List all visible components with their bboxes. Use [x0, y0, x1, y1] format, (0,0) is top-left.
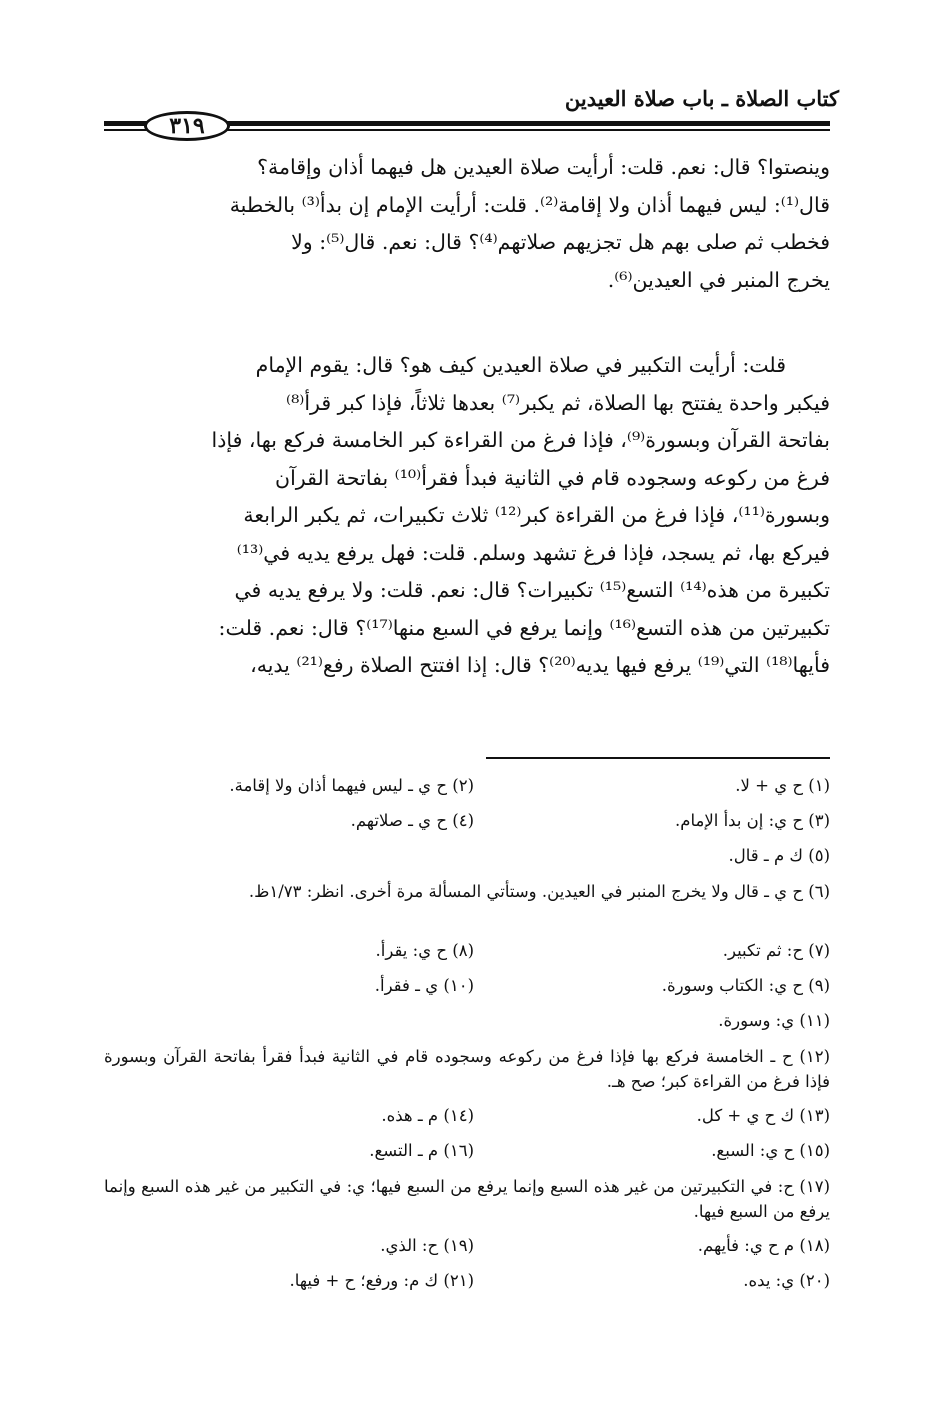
footnote: (١٥) ح ي: السبع.	[711, 1141, 830, 1160]
footnote-row	[104, 1098, 830, 1133]
text-line: وبسورة⁽¹¹⁾، فإذا فرغ من القراءة كبر⁽¹²⁾ ثلاث تكبيرات، ثم يكبر الرابعة	[243, 503, 830, 527]
footnote: (١٦) م ـ التسع.	[369, 1141, 474, 1160]
page-number: ٣١٩	[144, 111, 230, 141]
text-line: يخرج المنبر في العيدين⁽⁶⁾.	[607, 267, 830, 292]
footnote: (١) ح ي + لا.	[735, 776, 830, 795]
footnote: (٢٠) ي: يده.	[743, 1271, 830, 1290]
footnote: (٣) ح ي: إن بدأ الإمام.	[675, 811, 830, 830]
footnote-row	[104, 933, 830, 968]
text-line: تكبيرة من هذه⁽¹⁴⁾ التسع⁽¹⁵⁾ تكبيرات؟ قال: نعم. قلت: ولا يرفع يديه في	[234, 578, 830, 602]
footnote: (٨) ح ي: يقرأ.	[375, 941, 474, 960]
footnote: (٢) ح ي ـ ليس فيهما أذان ولا إقامة.	[229, 776, 474, 795]
footnote-row	[104, 1228, 830, 1263]
footnote-row	[104, 1263, 830, 1298]
footnote: (١٣) ك ح ي + كل.	[696, 1106, 830, 1125]
paragraph-2	[104, 347, 830, 685]
text-line: فخطب ثم صلى بهم هل تجزيهم صلاتهم⁽⁴⁾؟ قال: نعم. قال⁽⁵⁾: ولا	[291, 230, 830, 254]
footnote-row	[104, 838, 830, 873]
footnotes	[104, 768, 830, 1298]
footnote-separator	[486, 757, 830, 759]
footnote-row	[104, 803, 830, 838]
text-line: فرغ من ركوعه وسجوده قام في الثانية فبدأ فقرأ⁽¹⁰⁾ بفاتحة القرآن	[275, 465, 830, 490]
running-title: كتاب الصلاة ـ باب صلاة العيدين	[564, 86, 839, 111]
footnote: (٩) ح ي: الكتاب وسورة.	[661, 976, 830, 995]
text-line: تكبيرتين من هذه التسع⁽¹⁶⁾ وإنما يرفع في السبع منها⁽¹⁷⁾؟ قال: نعم. قلت:	[218, 615, 830, 640]
text-line: قال⁽¹⁾: ليس فيهما أذان ولا إقامة⁽²⁾. قلت: أرأيت الإمام إن بدأ⁽³⁾ بالخطبة	[229, 192, 830, 217]
footnote: (١٧) ح: في التكبيرتين من غير هذه السبع وإنما يرفع من السبع فيها؛ ي: في التكبير من غير هذه السبع وإنما يرفع من السبع فيها.	[104, 1177, 830, 1221]
text-line: بفاتحة القرآن وبسورة⁽⁹⁾، فإذا فرغ من القراءة كبر الخامسة فركع بها، فإذا	[211, 428, 830, 452]
text-line: قلت: أرأيت التكبير في صلاة العيدين كيف هو؟ قال: يقوم الإمام	[255, 353, 786, 377]
footnote: (١٨) م ح ي: فأيهم.	[697, 1236, 830, 1255]
paragraph-1	[104, 149, 830, 299]
footnote: (٧) ح: ثم تكبير.	[722, 941, 830, 960]
text-line: فأيها⁽¹⁸⁾ التي⁽¹⁹⁾ يرفع فيها يديه⁽²⁰⁾؟ قال: إذا افتتح الصلاة رفع⁽²¹⁾ يديه،	[250, 653, 830, 677]
footnote: (١١) ي: وسورة.	[718, 1011, 830, 1030]
text-line: فيركع بها، ثم يسجد، فإذا فرغ تشهد وسلم. قلت: فهل يرفع يديه في⁽¹³⁾	[236, 540, 830, 565]
footnote: (١٢) ح ـ الخامسة فركع بها فإذا فرغ من ركوعه وسجوده قام في الثانية فبدأ فقرأ بفاتحة القرآن وبسورة فإذا فرغ من القراءة كبر؛ صح هـ.	[104, 1047, 830, 1091]
footnote: (٥) ك م ـ قال.	[728, 846, 830, 865]
footnote-row	[104, 1133, 830, 1168]
text-line: فيكبر واحدة يفتتح بها الصلاة، ثم يكبر⁽⁷⁾ بعدها ثلاثاً، فإذا كبر قرأ⁽⁸⁾	[286, 390, 830, 415]
footnote-row	[104, 873, 830, 933]
footnote: (٦) ح ي ـ قال ولا يخرج المنبر في العيدين. وستأتي المسألة مرة أخرى. انظر: ١/٧٣ظ.	[248, 882, 830, 901]
footnote-row	[104, 1038, 830, 1098]
footnote-row	[104, 1003, 830, 1038]
footnote: (١٠) ي ـ فقرأ.	[374, 976, 474, 995]
footnote: (١٤) م ـ هذه.	[381, 1106, 474, 1125]
footnote: (٢١) ك م: ورفع؛ ح + فيها.	[289, 1271, 474, 1290]
text-line: وينصتوا؟ قال: نعم. قلت: أرأيت صلاة العيدين هل فيهما أذان وإقامة؟	[257, 155, 830, 179]
footnote-row	[104, 1168, 830, 1228]
footnote-row	[104, 968, 830, 1003]
footnote: (٤) ح ي ـ صلاتهم.	[350, 811, 474, 830]
footnote-row	[104, 768, 830, 803]
footnote: (١٩) ح: الذي.	[380, 1236, 474, 1255]
